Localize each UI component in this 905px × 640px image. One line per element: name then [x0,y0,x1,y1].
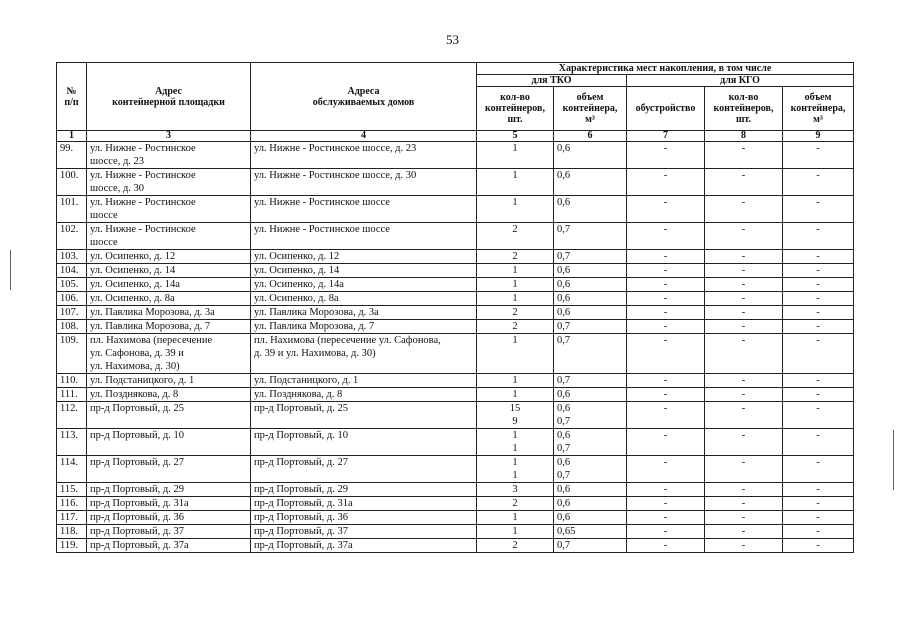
header-kgo-volume: объем контейнера, м³ [783,87,854,131]
tko-container-volume: 0,6 0,7 [554,456,627,483]
tko-container-count: 2 [477,497,554,511]
tko-container-volume: 0,65 [554,525,627,539]
kgo-container-volume: - [783,402,854,429]
column-number: 3 [87,131,251,142]
served-address: пр-д Портовый, д. 10 [251,429,477,456]
row-number: 108. [57,320,87,334]
kgo-container-count: - [705,196,783,223]
row-number: 110. [57,374,87,388]
row-number: 116. [57,497,87,511]
tko-container-count: 2 [477,250,554,264]
served-address: ул. Осипенко, д. 14а [251,278,477,292]
arrangement-value: - [627,196,705,223]
kgo-container-count: - [705,334,783,374]
row-number: 119. [57,539,87,553]
tko-container-volume: 0,6 [554,278,627,292]
row-number: 104. [57,264,87,278]
column-numbers-row [57,131,854,142]
scan-mark-right [893,430,894,490]
row-number: 113. [57,429,87,456]
tko-container-count: 1 [477,292,554,306]
kgo-container-count: - [705,525,783,539]
arrangement-value: - [627,483,705,497]
tko-container-volume: 0,6 [554,497,627,511]
site-address: ул. Осипенко, д. 14 [87,264,251,278]
site-address: ул. Позднякова, д. 8 [87,388,251,402]
arrangement-value: - [627,539,705,553]
arrangement-value: - [627,429,705,456]
site-address: пр-д Портовый, д. 29 [87,483,251,497]
site-address: ул. Нижне - Ростинское шоссе [87,196,251,223]
column-number: 6 [554,131,627,142]
tko-container-volume: 0,7 [554,320,627,334]
tko-container-volume: 0,6 [554,264,627,278]
table-row [57,320,854,334]
served-address: пр-д Портовый, д. 27 [251,456,477,483]
site-address: ул. Подстаницкого, д. 1 [87,374,251,388]
kgo-container-volume: - [783,497,854,511]
kgo-container-volume: - [783,525,854,539]
kgo-container-volume: - [783,292,854,306]
header-tko-count: кол-во контейнеров, шт. [477,87,554,131]
arrangement-value: - [627,306,705,320]
arrangement-value: - [627,169,705,196]
site-address: ул. Нижне - Ростинское шоссе [87,223,251,250]
header-served-addresses: Адреса обслуживаемых домов [251,63,477,131]
tko-container-count: 2 [477,539,554,553]
tko-container-volume: 0,6 [554,388,627,402]
kgo-container-volume: - [783,278,854,292]
tko-container-count: 1 1 [477,456,554,483]
tko-container-volume: 0,6 0,7 [554,429,627,456]
kgo-container-count: - [705,306,783,320]
tko-container-count: 2 [477,320,554,334]
table-row [57,169,854,196]
kgo-container-count: - [705,320,783,334]
tko-container-volume: 0,6 [554,142,627,169]
tko-container-volume: 0,6 [554,292,627,306]
header-tko: для ТКО [477,75,627,87]
kgo-container-volume: - [783,142,854,169]
tko-container-volume: 0,7 [554,539,627,553]
row-number: 102. [57,223,87,250]
table-row [57,539,854,553]
kgo-container-volume: - [783,250,854,264]
tko-container-count: 2 [477,306,554,320]
kgo-container-volume: - [783,264,854,278]
tko-container-count: 3 [477,483,554,497]
kgo-container-count: - [705,278,783,292]
tko-container-volume: 0,7 [554,223,627,250]
tko-container-volume: 0,6 [554,169,627,196]
tko-container-count: 1 [477,278,554,292]
tko-container-count: 1 [477,142,554,169]
tko-container-count: 1 [477,525,554,539]
tko-container-volume: 0,6 [554,511,627,525]
tko-container-volume: 0,6 [554,483,627,497]
header-kgo-count: кол-во контейнеров, шт. [705,87,783,131]
page-number: 53 [446,32,459,47]
served-address: пр-д Портовый, д. 29 [251,483,477,497]
arrangement-value: - [627,292,705,306]
kgo-container-volume: - [783,196,854,223]
site-address: ул. Осипенко, д. 8а [87,292,251,306]
table-row [57,374,854,388]
table-row [57,264,854,278]
site-address: ул. Павлика Морозова, д. 7 [87,320,251,334]
kgo-container-count: - [705,169,783,196]
served-address: ул. Павлика Морозова, д. 7 [251,320,477,334]
row-number: 115. [57,483,87,497]
kgo-container-count: - [705,250,783,264]
kgo-container-volume: - [783,169,854,196]
row-number: 105. [57,278,87,292]
row-number: 109. [57,334,87,374]
table-row [57,292,854,306]
kgo-container-volume: - [783,320,854,334]
kgo-container-count: - [705,388,783,402]
served-address: ул. Осипенко, д. 12 [251,250,477,264]
kgo-container-volume: - [783,374,854,388]
kgo-container-volume: - [783,306,854,320]
kgo-container-count: - [705,374,783,388]
tko-container-volume: 0,7 [554,250,627,264]
header-characteristic: Характеристика мест накопления, в том числе [477,63,854,75]
kgo-container-volume: - [783,483,854,497]
site-address: ул. Осипенко, д. 14а [87,278,251,292]
row-number: 111. [57,388,87,402]
site-address: пр-д Портовый, д. 37а [87,539,251,553]
arrangement-value: - [627,223,705,250]
column-number: 5 [477,131,554,142]
arrangement-value: - [627,456,705,483]
table-row [57,525,854,539]
site-address: ул. Осипенко, д. 12 [87,250,251,264]
arrangement-value: - [627,250,705,264]
container-sites-table [56,62,854,553]
served-address: пр-д Портовый, д. 25 [251,402,477,429]
row-number: 99. [57,142,87,169]
column-number: 1 [57,131,87,142]
site-address: пр-д Портовый, д. 25 [87,402,251,429]
table-row [57,196,854,223]
served-address: пл. Нахимова (пересечение ул. Сафонова, д. 39 и ул. Нахимова, д. 30) [251,334,477,374]
kgo-container-count: - [705,292,783,306]
served-address: ул. Позднякова, д. 8 [251,388,477,402]
tko-container-count: 1 [477,264,554,278]
header-num: № п/п [57,63,87,131]
kgo-container-volume: - [783,223,854,250]
table-row [57,511,854,525]
row-number: 103. [57,250,87,264]
site-address: пр-д Портовый, д. 31а [87,497,251,511]
table-row [57,388,854,402]
row-number: 114. [57,456,87,483]
tko-container-volume: 0,6 [554,196,627,223]
kgo-container-count: - [705,483,783,497]
kgo-container-volume: - [783,511,854,525]
table-row [57,334,854,374]
tko-container-count: 1 1 [477,429,554,456]
scan-mark-left [10,250,11,290]
served-address: ул. Осипенко, д. 14 [251,264,477,278]
served-address: пр-д Портовый, д. 37а [251,539,477,553]
arrangement-value: - [627,320,705,334]
site-address: ул. Нижне - Ростинское шоссе, д. 30 [87,169,251,196]
table-row [57,483,854,497]
tko-container-volume: 0,6 [554,306,627,320]
served-address: ул. Нижне - Ростинское шоссе, д. 30 [251,169,477,196]
kgo-container-volume: - [783,388,854,402]
served-address: ул. Павлика Морозова, д. 3а [251,306,477,320]
kgo-container-volume: - [783,429,854,456]
arrangement-value: - [627,525,705,539]
served-address: пр-д Портовый, д. 31а [251,497,477,511]
tko-container-count: 1 [477,374,554,388]
header-tko-volume: объем контейнера, м³ [554,87,627,131]
kgo-container-count: - [705,223,783,250]
arrangement-value: - [627,264,705,278]
arrangement-value: - [627,334,705,374]
arrangement-value: - [627,402,705,429]
table-row [57,456,854,483]
site-address: пр-д Портовый, д. 10 [87,429,251,456]
table-row [57,429,854,456]
arrangement-value: - [627,374,705,388]
header-site-address: Адрес контейнерной площадки [87,63,251,131]
column-number: 8 [705,131,783,142]
kgo-container-count: - [705,456,783,483]
arrangement-value: - [627,497,705,511]
tko-container-volume: 0,6 0,7 [554,402,627,429]
row-number: 112. [57,402,87,429]
tko-container-count: 1 [477,169,554,196]
kgo-container-count: - [705,539,783,553]
served-address: пр-д Портовый, д. 36 [251,511,477,525]
kgo-container-count: - [705,511,783,525]
row-number: 101. [57,196,87,223]
served-address: ул. Осипенко, д. 8а [251,292,477,306]
served-address: ул. Нижне - Ростинское шоссе [251,196,477,223]
arrangement-value: - [627,388,705,402]
table-row [57,402,854,429]
kgo-container-count: - [705,497,783,511]
site-address: пр-д Портовый, д. 36 [87,511,251,525]
kgo-container-volume: - [783,456,854,483]
tko-container-volume: 0,7 [554,374,627,388]
tko-container-count: 1 [477,334,554,374]
kgo-container-volume: - [783,334,854,374]
row-number: 100. [57,169,87,196]
served-address: ул. Нижне - Ростинское шоссе, д. 23 [251,142,477,169]
arrangement-value: - [627,511,705,525]
served-address: пр-д Портовый, д. 37 [251,525,477,539]
site-address: ул. Павлика Морозова, д. 3а [87,306,251,320]
table-row [57,306,854,320]
table-row [57,278,854,292]
served-address: ул. Подстаницкого, д. 1 [251,374,477,388]
kgo-container-count: - [705,142,783,169]
tko-container-count: 1 [477,511,554,525]
column-number: 7 [627,131,705,142]
tko-container-count: 1 [477,388,554,402]
kgo-container-volume: - [783,539,854,553]
column-number: 9 [783,131,854,142]
row-number: 106. [57,292,87,306]
served-address: ул. Нижне - Ростинское шоссе [251,223,477,250]
header-arrangement: обустройство [627,87,705,131]
arrangement-value: - [627,278,705,292]
arrangement-value: - [627,142,705,169]
site-address: пл. Нахимова (пересечение ул. Сафонова, д. 39 и ул. Нахимова, д. 30) [87,334,251,374]
kgo-container-count: - [705,429,783,456]
table-row [57,250,854,264]
table-row [57,497,854,511]
site-address: пр-д Портовый, д. 37 [87,525,251,539]
kgo-container-count: - [705,264,783,278]
column-number: 4 [251,131,477,142]
tko-container-count: 1 [477,196,554,223]
kgo-container-count: - [705,402,783,429]
tko-container-count: 15 9 [477,402,554,429]
row-number: 118. [57,525,87,539]
site-address: пр-д Портовый, д. 27 [87,456,251,483]
tko-container-volume: 0,7 [554,334,627,374]
row-number: 117. [57,511,87,525]
table-row [57,223,854,250]
header-kgo: для КГО [627,75,854,87]
table-row [57,142,854,169]
tko-container-count: 2 [477,223,554,250]
row-number: 107. [57,306,87,320]
site-address: ул. Нижне - Ростинское шоссе, д. 23 [87,142,251,169]
